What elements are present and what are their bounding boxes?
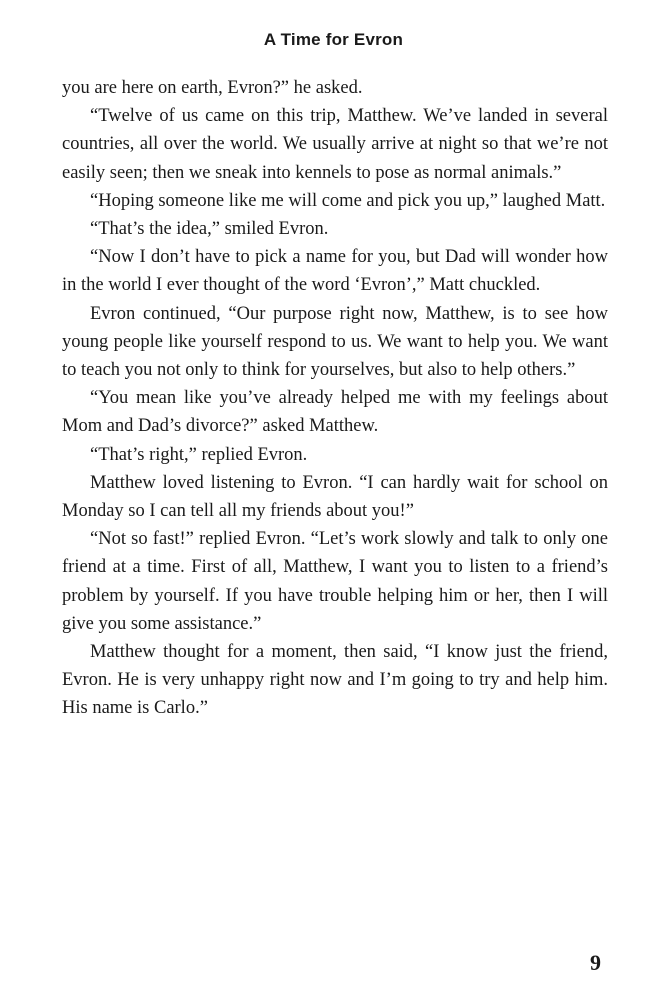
paragraph: Evron continued, “Our purpose right now, Matthew, is to see how young people like yourself respond to us. We want to help you. We want to teach you not only to think for yourselves, but also to help others.”: [62, 303, 608, 381]
paragraph: “Not so fast!” replied Evron. “Let’s work slowly and talk to only one friend at a time. First of all, Matthew, I want you to listen to a friend’s problem by yourself. If you have trouble helping him or her, then I will give you some assistance.”: [62, 529, 608, 634]
paragraph: “You mean like you’ve already helped me with my feelings about Mom and Dad’s divorce?” asked Matthew.: [62, 388, 608, 437]
paragraph: “Now I don’t have to pick a name for you, but Dad will wonder how in the world I ever thought of the word ‘Evron’,” Matt chuckled.: [62, 247, 608, 296]
running-head: A Time for Evron: [263, 30, 404, 49]
paragraph: Matthew loved listening to Evron. “I can hardly wait for school on Monday so I can tell all my friends about you!”: [62, 472, 608, 522]
paragraph: you are here on earth, Evron?” he asked.: [62, 78, 363, 98]
paragraph: “Hoping someone like me will come and pick you up,” laughed Matt.: [90, 190, 606, 211]
page-number: 9: [590, 950, 601, 975]
paragraph: “That’s the idea,” smiled Evron.: [90, 219, 329, 240]
paragraph: “Twelve of us came on this trip, Matthew. We’ve landed in several countries, all over the world. We usually arrive at night so that we’re not easily seen; then we sneak into kennels to pose as normal animals.”: [62, 106, 608, 183]
paragraph: “That’s right,” replied Evron.: [90, 444, 308, 465]
paragraph: Matthew thought for a moment, then said, “I know just the friend, Evron. He is very unhappy right now and I’m going to try and help him. His name is Carlo.”: [62, 642, 608, 719]
body-text: [62, 74, 608, 723]
